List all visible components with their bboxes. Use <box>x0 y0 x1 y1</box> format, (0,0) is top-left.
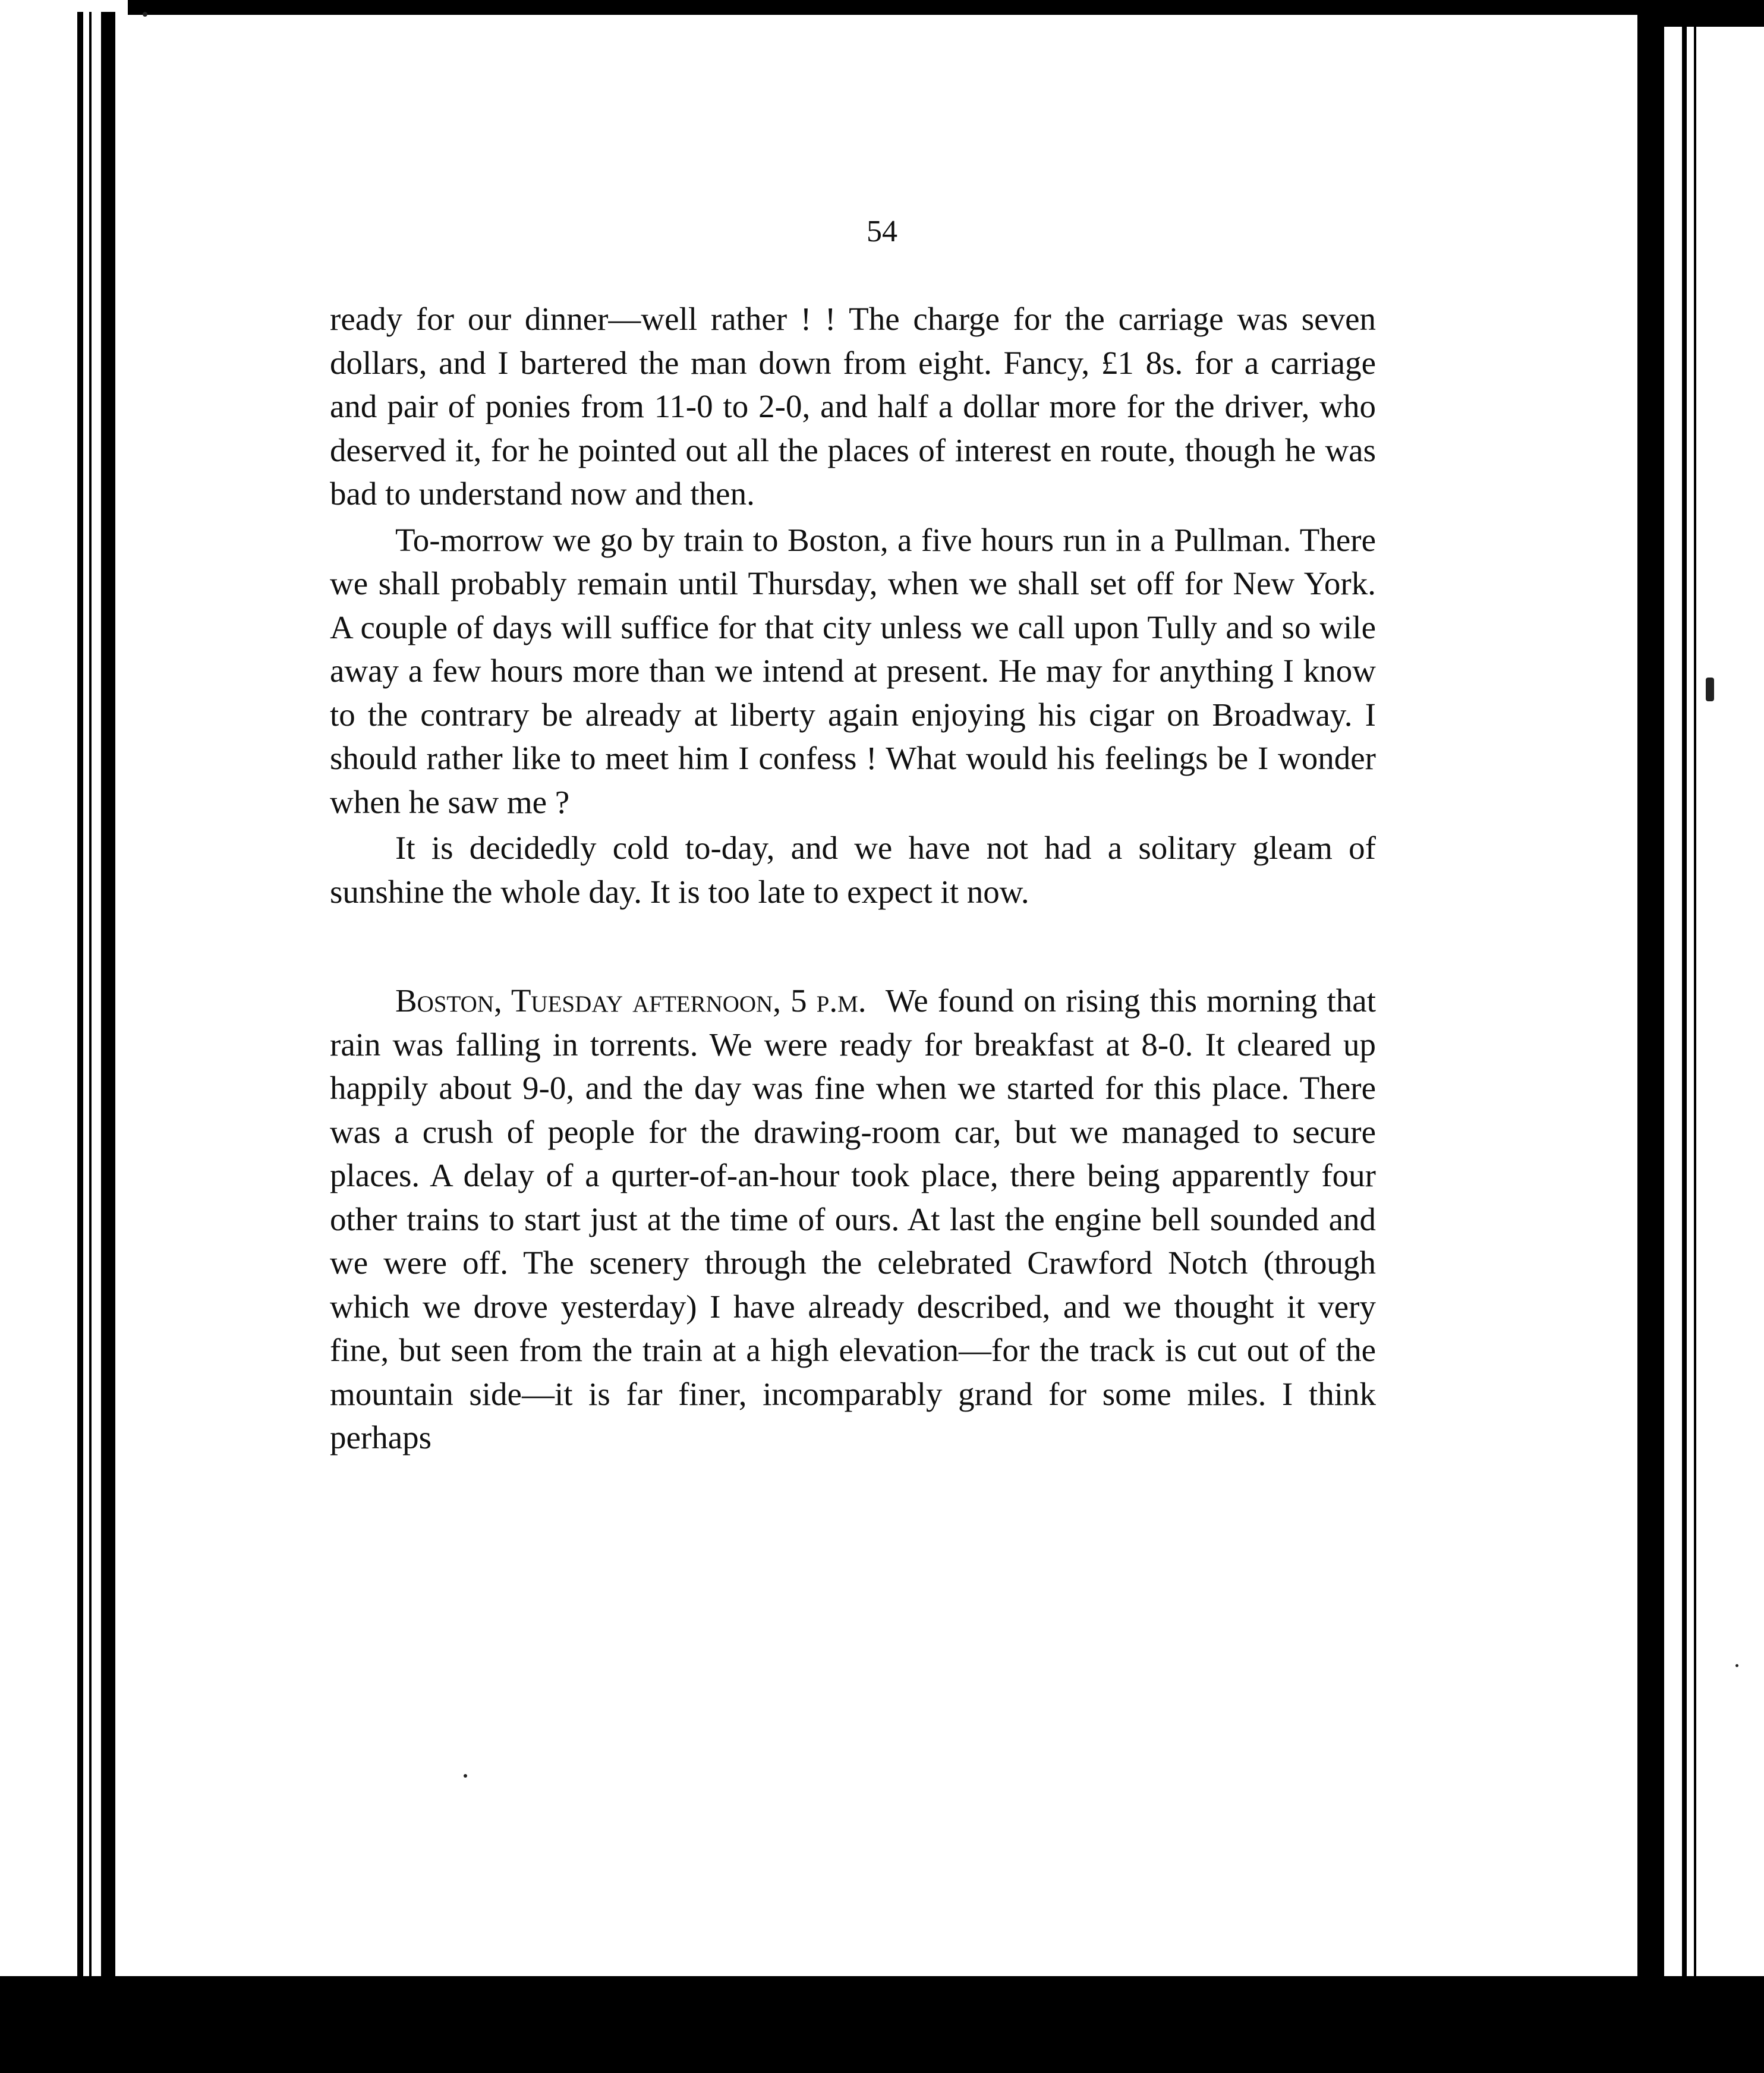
paragraph: To-morrow we go by train to Boston, a five hours run in a Pullman. There we shall probably remain until Thursday, when we shall set off for New York. A couple of days will suffice for that city unless we call upon Tully and so wile away a few hours more than we intend at present. He may for anything I know to the contrary be already at liberty again enjoying his cigar on Broadway. I should rather like to meet him I confess ! What would his feelings be I wonder when he saw me ? <box>330 521 1376 820</box>
page-edge-line <box>1694 27 1696 1988</box>
paragraph: It is decidedly cold to-day, and we have not had a solitary gleam of sunshine the whole day. It is too late to expect it now. <box>330 830 1376 910</box>
scan-speck <box>1706 678 1714 701</box>
entry-heading: Boston, Tuesday afternoon, 5 p.m. <box>395 982 867 1019</box>
paragraph: We found on rising this morning that rain was falling in torrents. We were ready for breakfast at 8-0. It cleared up happily about 9-0, and the day was fine when we started for this place. There was a crush of people for the drawing-room car, but we managed to secure places. A delay of a qurter-of-an-hour took place, there being apparently four other trains to start just at the time of ours. At last the engine bell sounded and we were off. The scenery through the celebrated Crawford Notch (through which we drove yesterday) I have already described, and we thought it very fine, but seen from the train at a high elevation—for the track is cut out of the mountain side—it is far finer, incomparably grand for some miles. I think perhaps <box>330 982 1376 1455</box>
gutter-line <box>77 12 83 1990</box>
dated-entry-paragraph <box>330 979 1376 1460</box>
scan-speck <box>1735 1664 1738 1667</box>
scan-bottom-border <box>0 1976 1764 2073</box>
gutter-line <box>101 12 115 1990</box>
scan-speck <box>464 1774 467 1778</box>
facing-page-edge <box>1664 27 1764 1988</box>
gutter-line <box>89 12 92 1990</box>
body-text <box>330 297 1376 1460</box>
paragraph: ready for our dinner—well rather ! ! The charge for the carriage was seven dollars, and I bartered the man down from eight. Fancy, £1 8s. for a carriage and pair of ponies from 11-0 to 2-0, and half a dollar more for the driver, who deserved it, for he pointed out all the places of interest en route, though he was bad to understand now and then. <box>330 301 1376 512</box>
page-edge-line <box>1682 27 1687 1988</box>
page-number: 54 <box>867 215 897 248</box>
left-gutter <box>0 0 128 2073</box>
scan-speck <box>143 12 147 17</box>
